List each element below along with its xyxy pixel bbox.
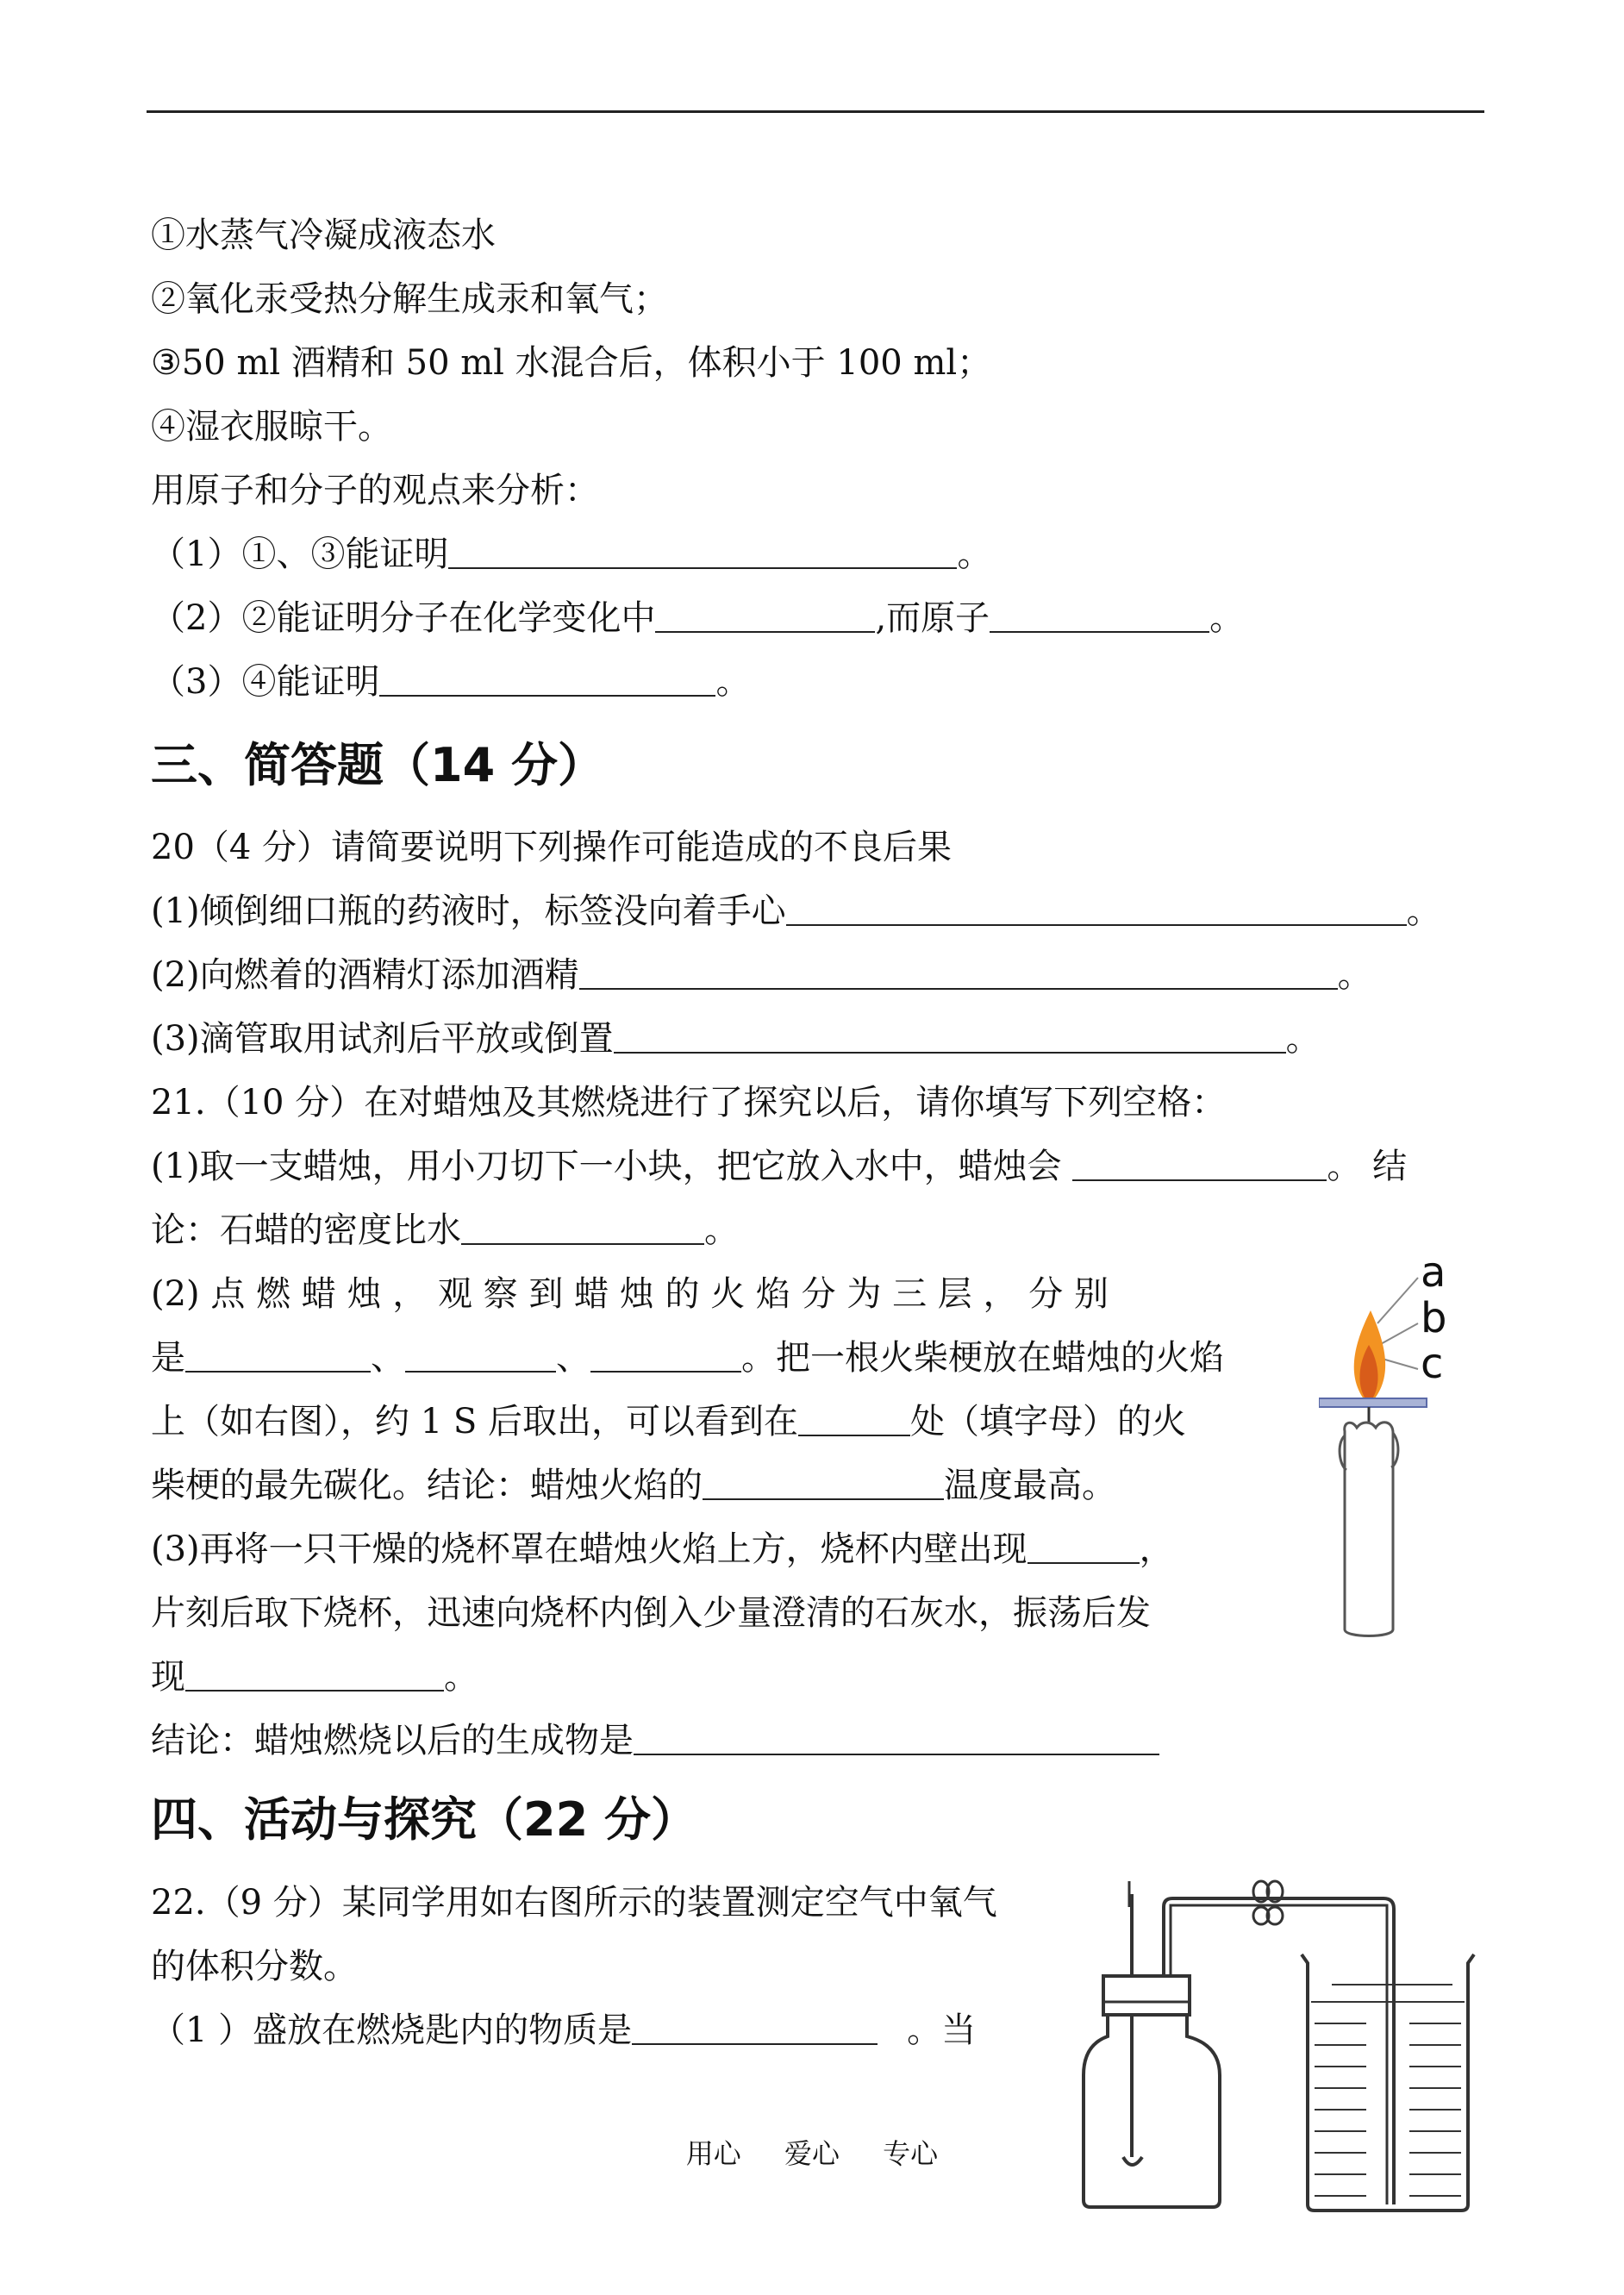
answer-blank[interactable] — [379, 666, 715, 697]
statement-4: ④湿衣服晾干。 — [151, 407, 392, 447]
q19-2-mid: ,而原子 — [875, 598, 990, 638]
q21-part-1b — [151, 1209, 739, 1252]
rubber-stopper — [1103, 1976, 1190, 2015]
label-b: b — [1421, 1294, 1447, 1342]
question-19-1 — [151, 533, 991, 576]
q19-3-text: （3）④能证明 — [151, 662, 380, 702]
answer-blank[interactable] — [590, 1341, 741, 1373]
q21-3-text: 现 — [151, 1657, 185, 1697]
section-4-title: 四、活动与探究（22 分） — [151, 1792, 697, 1847]
q21-2-cont: 。把一根火柴梗放在蜡烛的火焰 — [741, 1338, 1224, 1378]
page-footer — [0, 2136, 1624, 2171]
q21-3-end: ， — [1139, 1529, 1174, 1569]
header-rule — [147, 110, 1484, 113]
q20-part-3 — [151, 1017, 1321, 1060]
sep: 、 — [371, 1338, 405, 1378]
q21-2-cont: 处（填字母）的火 — [910, 1402, 1186, 1441]
q21-part-2c — [151, 1400, 1186, 1443]
answer-blank[interactable] — [634, 1724, 1159, 1755]
q21-2-text: 柴梗的最先碳化。结论：蜡烛火焰的 — [151, 1466, 703, 1505]
q20-1-text: (1)倾倒细口瓶的药液时，标签没向着手心 — [151, 891, 786, 931]
q21-part-1a — [151, 1145, 1407, 1188]
q21-part-2b — [151, 1336, 1224, 1379]
matchstick — [1319, 1398, 1427, 1407]
section-3-title: 三、简答题（14 分） — [151, 738, 604, 792]
answer-blank[interactable] — [1027, 1533, 1140, 1564]
q21-1-cont: 论：石蜡的密度比水 — [151, 1210, 461, 1250]
answer-blank[interactable] — [990, 602, 1209, 633]
answer-blank[interactable] — [461, 1214, 704, 1245]
q21-2-cont: 温度最高。 — [944, 1466, 1116, 1505]
answer-blank[interactable] — [405, 1341, 556, 1373]
q22-stem-1: 22.（9 分）某同学用如右图所示的装置测定空气中氧气 — [151, 1883, 997, 1923]
candle-body — [1345, 1423, 1393, 1636]
q21-conclusion — [151, 1719, 1159, 1762]
footer-word-3: 专心 — [883, 2137, 939, 2170]
q21-3-text: (3)再将一只干燥的烧杯罩在蜡烛火焰上方，烧杯内壁出现 — [151, 1529, 1027, 1569]
q20-3-text: (3)滴管取用试剂后平放或倒置 — [151, 1019, 614, 1059]
answer-blank[interactable] — [703, 1469, 944, 1500]
q20-2-text: (2)向燃着的酒精灯添加酒精 — [151, 955, 579, 995]
question-19-2 — [151, 597, 1244, 640]
q21-part-3b: 片刻后取下烧杯，迅速向烧杯内倒入少量澄清的石灰水，振荡后发 — [151, 1593, 1151, 1633]
statement-3: ③50 ml 酒精和 50 ml 水混合后，体积小于 100 ml； — [151, 343, 992, 383]
q20-2-end: 。 — [1337, 955, 1372, 995]
q21-part-2d — [151, 1464, 1116, 1507]
q19-1-end: 。 — [957, 535, 992, 574]
label-c: c — [1421, 1340, 1444, 1388]
q21-part-3c — [151, 1655, 478, 1698]
q21-stem: 21.（10 分）在对蜡烛及其燃烧进行了探究以后，请你填写下列空格： — [151, 1083, 1227, 1122]
answer-blank[interactable] — [655, 602, 875, 633]
q20-3-end: 。 — [1285, 1019, 1321, 1059]
footer-word-2: 爱心 — [784, 2137, 840, 2170]
q21-2-text: 上（如右图），约 1 S 后取出，可以看到在 — [151, 1402, 798, 1441]
q22-part-1 — [151, 2009, 976, 2052]
q19-2-text: （2）②能证明分子在化学变化中 — [151, 598, 656, 638]
q21-part-3a — [151, 1528, 1174, 1571]
candle-flame-figure — [1319, 1250, 1448, 1638]
answer-blank[interactable] — [786, 895, 1407, 926]
q21-1-end: 。 结 — [1327, 1147, 1408, 1186]
statement-1: ①水蒸气冷凝成液态水 — [151, 216, 496, 255]
answer-blank[interactable] — [632, 2014, 878, 2045]
sep: 、 — [556, 1338, 590, 1378]
answer-blank[interactable] — [579, 959, 1338, 990]
answer-blank[interactable] — [614, 1022, 1286, 1054]
question-19-3 — [151, 660, 750, 704]
q20-part-1 — [151, 890, 1441, 933]
answer-blank[interactable] — [185, 1341, 371, 1373]
q21-part-2a: (2) 点 燃 蜡 烛 ， 观 察 到 蜡 烛 的 火 焰 分 为 三 层 ， 分 别 — [151, 1274, 1109, 1314]
q21-2-text: 是 — [151, 1338, 185, 1378]
label-a: a — [1421, 1250, 1446, 1297]
analyze-prompt: 用原子和分子的观点来分析： — [151, 471, 599, 510]
gas-bottle — [1084, 2015, 1220, 2207]
answer-blank[interactable] — [448, 538, 957, 569]
q20-part-2 — [151, 954, 1372, 997]
q21-3-dot: 。 — [444, 1657, 478, 1697]
answer-blank[interactable] — [185, 1660, 444, 1692]
statement-2: ②氧化汞受热分解生成汞和氧气； — [151, 279, 668, 319]
q19-1-text: （1）①、③能证明 — [151, 535, 449, 574]
q22-stem-2: 的体积分数。 — [151, 1947, 358, 1986]
q19-2-end: 。 — [1209, 598, 1245, 638]
answer-blank[interactable] — [1072, 1150, 1327, 1181]
q20-1-end: 。 — [1406, 891, 1441, 931]
answer-blank[interactable] — [798, 1405, 910, 1436]
q22-1-end: 。当 — [907, 2010, 977, 2050]
q20-stem: 20（4 分）请简要说明下列操作可能造成的不良后果 — [151, 828, 953, 867]
q21-1-dot: 。 — [704, 1210, 739, 1250]
q19-3-end: 。 — [715, 662, 751, 702]
q21-concl-text: 结论：蜡烛燃烧以后的生成物是 — [151, 1721, 634, 1760]
q22-1-text: （1 ）盛放在燃烧匙内的物质是 — [151, 2010, 633, 2050]
footer-word-1: 用心 — [685, 2137, 741, 2170]
q21-1-text: (1)取一支蜡烛，用小刀切下一小块，把它放入水中，蜡烛会 — [151, 1147, 1062, 1186]
